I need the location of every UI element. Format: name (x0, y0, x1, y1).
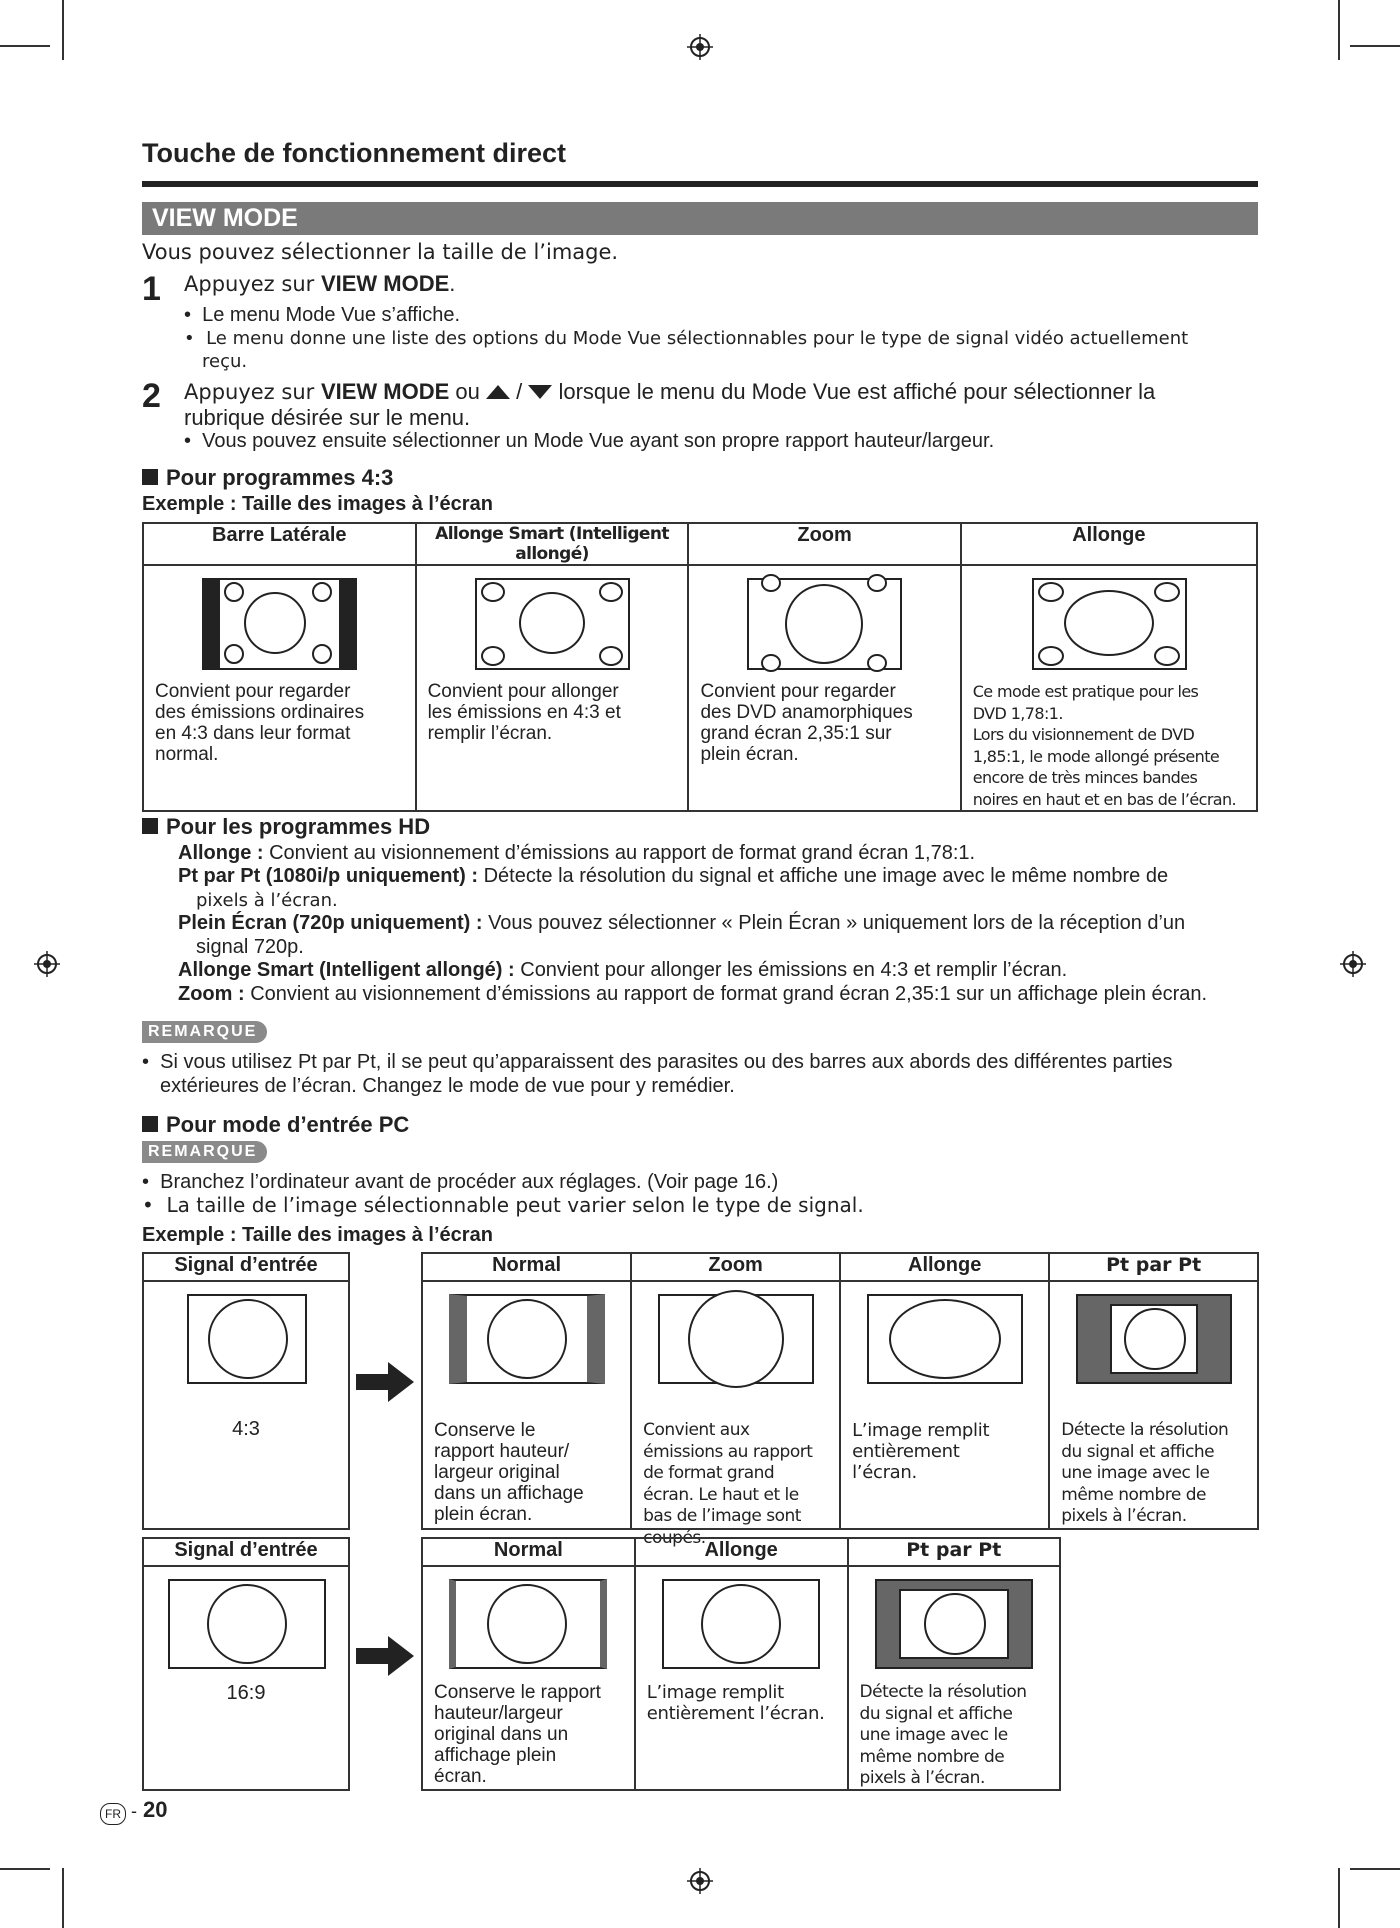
screen-diagram (658, 1294, 814, 1384)
input-signal-table-43 (142, 1252, 350, 1530)
step-2-prefix: Appuyez sur (184, 380, 321, 404)
circle-shape (1124, 1308, 1186, 1370)
circle-shape (481, 646, 505, 666)
section-title-text: Pour les programmes HD (166, 814, 431, 839)
table-43-modes (142, 522, 1258, 812)
column-header: Allonge (635, 1538, 848, 1566)
cell-description: Détecte la résolution du signal et affiche une image avec le même nombre de pixels à l’écran. (859, 1682, 1027, 1788)
bullet-continuation: reçu. (202, 351, 248, 372)
step-1-text (184, 272, 455, 296)
input-ratio: 16:9 (226, 1682, 266, 1704)
circle-shape (761, 654, 781, 672)
cell-description: Conserve le rapport hauteur/ largeur original dans un affichage plein écran. (434, 1420, 584, 1525)
bullet-text: Le menu Mode Vue s’affiche. (202, 304, 461, 326)
bullet-item: • Vous pouvez ensuite sélectionner un Mode Vue ayant son propre rapport hauteur/largeur. (184, 430, 995, 452)
column-header: Allonge (840, 1253, 1049, 1281)
circle-shape (481, 582, 505, 602)
crop-mark (1338, 1868, 1340, 1928)
pc2-normal-cell (423, 1567, 634, 1789)
pc-normal-cell (423, 1282, 630, 1528)
page-number: 20 (143, 1797, 168, 1822)
example-label: Exemple : Taille des images à l’écran (142, 493, 493, 515)
circle-shape (867, 574, 887, 592)
hd-item-continuation: pixels à l’écran. (196, 890, 338, 911)
cell-description: Ce mode est pratique pour les DVD 1,78:1. Lors du visionnement de DVD 1,85:1, le mode allongé présente encore de très minces bandes noires en haut et en bas de l’écran. (972, 682, 1237, 809)
note-item: • La taille de l’image sélectionnable peut varier selon le type de signal. (142, 1193, 864, 1217)
arrow-right-icon (356, 1362, 414, 1402)
mode-cell-zoom (689, 566, 959, 810)
screen-diagram (1076, 1294, 1232, 1384)
step-2-mid: ou (449, 379, 486, 404)
column-header: Allonge Smart (Intelligent allongé) (416, 523, 689, 565)
circle-shape (224, 582, 244, 602)
page-heading: Touche de fonctionnement direct (142, 138, 567, 168)
screen-diagram (662, 1579, 820, 1669)
circle-shape (1038, 646, 1064, 666)
cell-description: Convient pour allonger les émissions en 4:3 et remplir l’écran. (427, 681, 621, 744)
note-item: • Si vous utilisez Pt par Pt, il se peut qu’apparaissent des parasites ou des barres aux abords des différentes parties (142, 1051, 1173, 1073)
input-signal-header: Signal d’entrée (143, 1538, 349, 1566)
pc-pt-par-pt-cell (1050, 1282, 1257, 1528)
note-item: • Branchez l’ordinateur avant de procéder aux réglages. (Voir page 16.) (142, 1171, 779, 1193)
circle-shape (487, 1299, 567, 1379)
circle-shape (312, 644, 332, 664)
input-ratio: 4:3 (232, 1418, 260, 1440)
arrow-down-icon (528, 385, 552, 399)
circle-shape (1064, 590, 1154, 656)
crop-mark (62, 0, 64, 60)
pc2-allonge-cell (636, 1567, 847, 1789)
mode-cell-allonge-smart (417, 566, 688, 810)
section-title-pc (142, 1112, 409, 1138)
bullet-text: Vous pouvez ensuite sélectionner un Mode Vue ayant son propre rapport hauteur/largeur. (202, 430, 995, 452)
section-title-43 (142, 465, 393, 491)
registration-mark-icon (34, 951, 60, 977)
inner-frame (899, 1589, 1009, 1659)
screen-diagram (475, 578, 630, 670)
circle-shape (244, 592, 306, 654)
column-header: Pt par Pt (848, 1538, 1060, 1566)
step-1-suffix: . (449, 271, 456, 296)
screen-diagram (875, 1579, 1033, 1669)
circle-shape (224, 644, 244, 664)
mode-cell-barre-laterale (144, 566, 415, 810)
registration-mark-icon (687, 1868, 713, 1894)
example-label: Exemple : Taille des images à l’écran (142, 1224, 493, 1246)
hd-item-continuation: signal 720p. (196, 936, 304, 958)
bullet-item: • Le menu donne une liste des options du Mode Vue sélectionnables pour le type de signal vidéo actuellement (184, 328, 1189, 349)
cell-description: L’image remplit entièrement l’écran. (646, 1682, 825, 1724)
circle-shape (207, 1584, 287, 1664)
input-signal-table-169 (142, 1537, 350, 1791)
cell-description: Conserve le rapport hauteur/largeur original dans un affichage plein écran. (434, 1682, 601, 1787)
inner-frame (1110, 1304, 1198, 1374)
crop-mark (0, 45, 50, 47)
screen-diagram (202, 578, 357, 670)
footer-dash: - (131, 1801, 137, 1821)
crop-mark (62, 1868, 64, 1928)
section-title-text: Pour programmes 4:3 (166, 465, 394, 490)
hd-item: Pt par Pt (1080i/p uniquement) : Détecte la résolution du signal et affiche une image avec le même nombre de (178, 865, 1169, 887)
hd-item: Plein Écran (720p uniquement) : Vous pouvez sélectionner « Plein Écran » uniquement lors de la réception d’un (178, 912, 1186, 934)
pc-zoom-cell (632, 1282, 839, 1548)
note-continuation: extérieures de l’écran. Changez le mode de vue pour y remédier. (160, 1075, 735, 1097)
cell-description: Convient aux émissions au rapport de format grand écran. Le haut et le bas de l’image sont coupés. (643, 1420, 813, 1548)
circle-shape (519, 592, 585, 654)
circle-shape (312, 582, 332, 602)
step-2-line2: rubrique désirée sur le menu. (184, 405, 471, 430)
column-header: Zoom (631, 1253, 840, 1281)
registration-mark-icon (687, 34, 713, 60)
heading-rule (142, 181, 1258, 187)
screen-diagram (747, 578, 902, 670)
crop-mark (1350, 45, 1400, 47)
step-number: 1 (142, 270, 161, 308)
circle-shape (785, 584, 863, 664)
bullet-item: • Le menu Mode Vue s’affiche. (184, 304, 461, 326)
column-header: Pt par Pt (1049, 1253, 1258, 1281)
mode-cell-allonge (962, 566, 1256, 810)
arrow-up-icon (486, 385, 510, 399)
input-cell (144, 1282, 348, 1528)
bullet-text: Le menu donne une liste des options du Mode Vue sélectionnables pour le type de signal vidéo actuellement (206, 328, 1189, 349)
section-title-text: Pour mode d’entrée PC (166, 1112, 410, 1137)
screen-diagram (1032, 578, 1187, 670)
output-modes-table-43 (421, 1252, 1259, 1548)
input-cell (144, 1567, 348, 1789)
pc2-pt-par-pt-cell (849, 1567, 1059, 1789)
section-title-hd (142, 814, 430, 840)
column-header: Normal (422, 1253, 631, 1281)
screen-diagram (187, 1294, 307, 1384)
cell-description: Convient pour regarder des DVD anamorphiques grand écran 2,35:1 sur plein écran. (700, 681, 913, 765)
circle-shape (701, 1584, 781, 1664)
screen-diagram (449, 1579, 607, 1669)
cell-description: Détecte la résolution du signal et affiche une image avec le même nombre de pixels à l’écran. (1061, 1420, 1229, 1526)
circle-shape (889, 1299, 1001, 1379)
column-header: Barre Latérale (143, 523, 416, 565)
step-1-prefix: Appuyez sur (184, 272, 321, 296)
crop-mark (0, 1868, 50, 1870)
cell-description: L’image remplit entièrement l’écran. (852, 1420, 990, 1483)
step-2-slash: / (510, 379, 529, 404)
circle-shape (1038, 582, 1064, 602)
crop-mark (1350, 1868, 1400, 1870)
view-mode-key: VIEW MODE (320, 379, 450, 404)
pc-allonge-cell (841, 1282, 1048, 1528)
column-header: Normal (422, 1538, 635, 1566)
view-mode-key: VIEW MODE (320, 271, 450, 296)
step-2-text (184, 380, 1155, 404)
remarque-badge: REMARQUE (142, 1141, 267, 1163)
circle-shape (867, 654, 887, 672)
language-badge: FR (100, 1803, 126, 1825)
screen-diagram (168, 1579, 326, 1669)
column-header: Allonge (961, 523, 1257, 565)
step-2-suffix: lorsque le menu du Mode Vue est affiché pour sélectionner la (552, 379, 1156, 404)
circle-shape (688, 1290, 784, 1388)
remarque-badge: REMARQUE (142, 1021, 267, 1043)
circle-shape (1154, 646, 1180, 666)
section-bar-view-mode: VIEW MODE (142, 202, 1258, 235)
circle-shape (208, 1299, 288, 1379)
crop-mark (1338, 0, 1340, 60)
intro-text: Vous pouvez sélectionner la taille de l’image. (142, 240, 619, 264)
screen-diagram (449, 1294, 605, 1384)
output-modes-table-169 (421, 1537, 1061, 1791)
circle-shape (924, 1593, 986, 1655)
input-signal-header: Signal d’entrée (143, 1253, 349, 1281)
circle-shape (1154, 582, 1180, 602)
screen-diagram (867, 1294, 1023, 1384)
circle-shape (599, 646, 623, 666)
hd-item: Allonge : Convient au visionnement d’émissions au rapport de format grand écran 1,78:1. (178, 842, 976, 864)
circle-shape (761, 574, 781, 592)
column-header: Zoom (688, 523, 960, 565)
cell-description: Convient pour regarder des émissions ordinaires en 4:3 dans leur format normal. (155, 681, 365, 765)
registration-mark-icon (1340, 951, 1366, 977)
circle-shape (487, 1584, 567, 1664)
hd-item: Zoom : Convient au visionnement d’émissions au rapport de format grand écran 2,35:1 sur un affichage plein écran. (178, 983, 1208, 1005)
step-number: 2 (142, 377, 161, 415)
circle-shape (599, 582, 623, 602)
hd-item: Allonge Smart (Intelligent allongé) : Convient pour allonger les émissions en 4:3 et remplir l’écran. (178, 959, 1068, 981)
arrow-right-icon (356, 1636, 414, 1676)
